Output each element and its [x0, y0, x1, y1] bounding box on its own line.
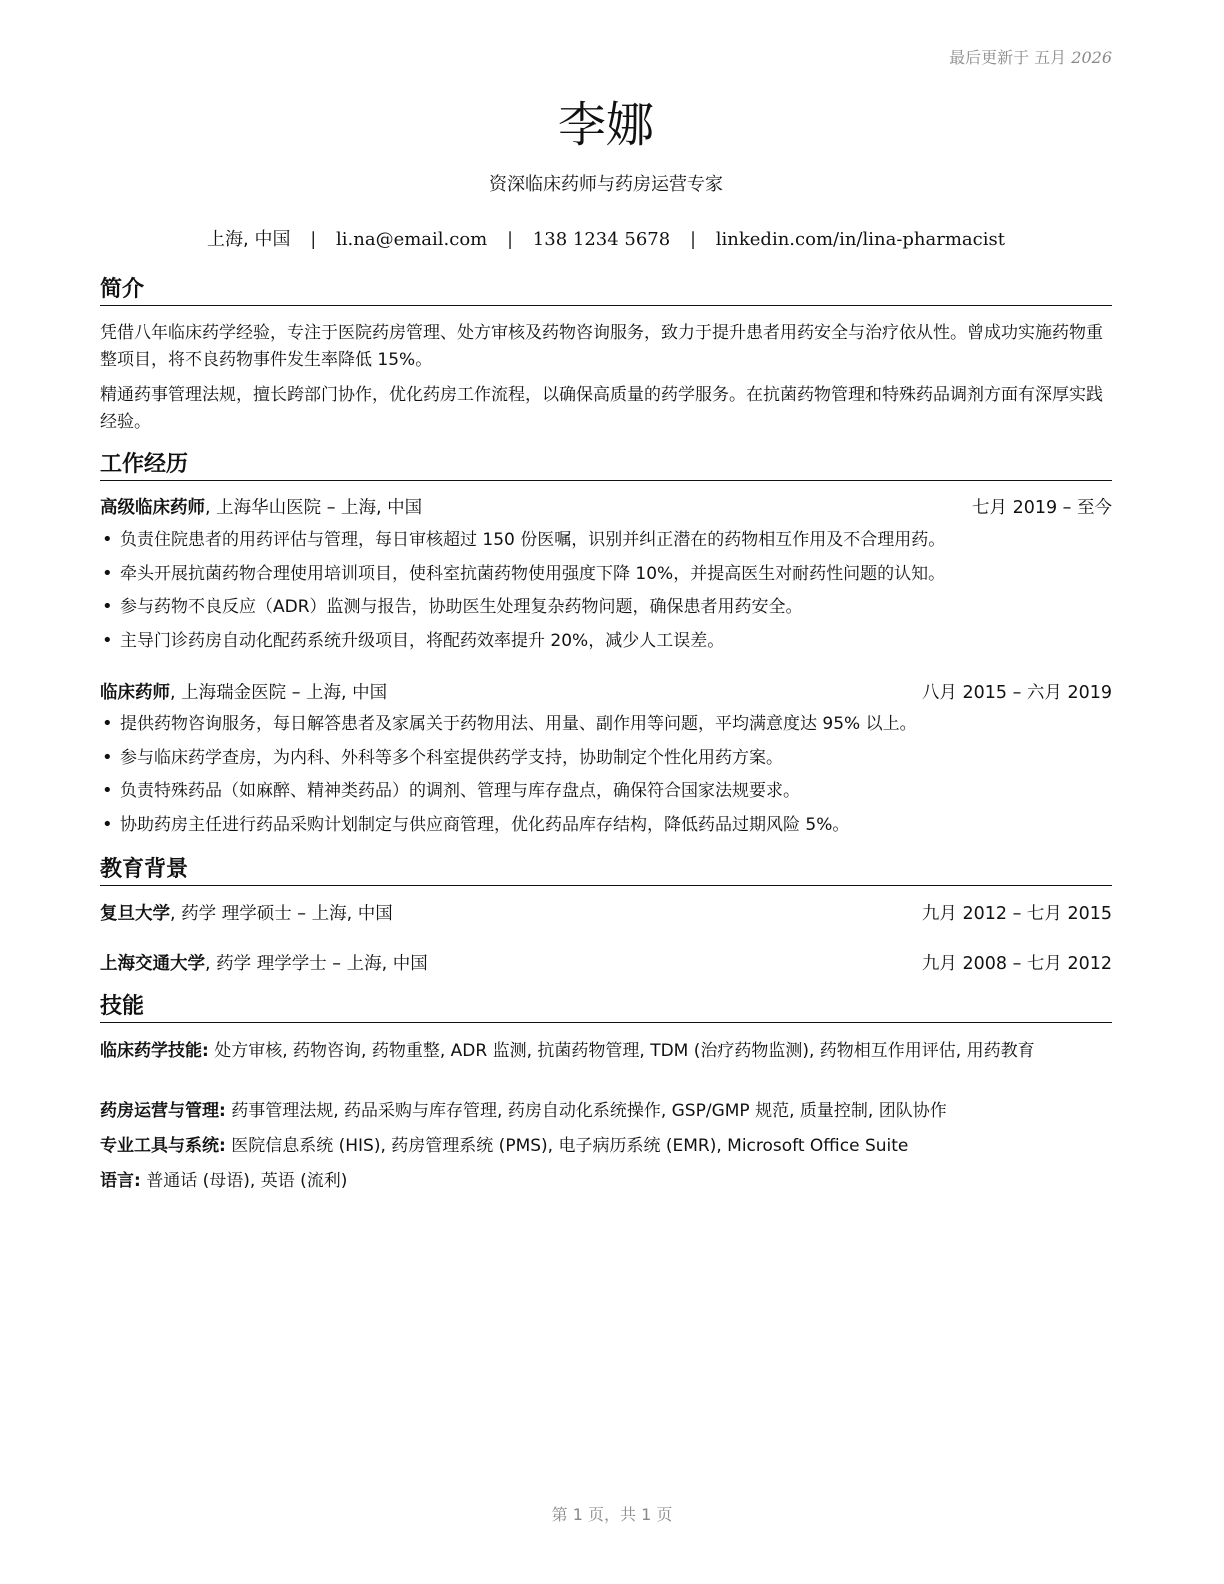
education-details: , 药学 理学硕士 – 上海, 中国	[170, 904, 393, 924]
skill-value: 处方审核, 药物咨询, 药物重整, ADR 监测, 抗菌药物管理, TDM (治疗药物监测), 药物相互作用评估, 用药教育	[208, 1041, 1035, 1061]
page-footer: 第 1 页，共 1 页	[551, 1505, 673, 1524]
skill-row	[100, 1098, 1112, 1125]
education-school: 上海交通大学	[100, 954, 205, 974]
section-title-experience: 工作经历	[100, 452, 1112, 481]
candidate-name: 李娜	[557, 97, 654, 153]
job-bullet: • 负责特殊药品（如麻醉、精神类药品）的调剂、管理与库存盘点，确保符合国家法规要求。	[100, 778, 1112, 812]
summary-paragraph: 凭借八年临床药学经验，专注于医院药房管理、处方审核及药物咨询服务，致力于提升患者用药安全与治疗依从性。曾成功实施药物重整项目，将不良药物事件发生率降低 15%。	[100, 323, 1103, 370]
section-title-summary: 简介	[100, 277, 1112, 306]
candidate-headline: 资深临床药师与药房运营专家	[489, 174, 723, 195]
job-dates: 八月 2015 – 六月 2019	[921, 683, 1112, 703]
skill-label: 临床药学技能:	[100, 1041, 209, 1061]
education-item	[100, 901, 1112, 927]
skill-label: 专业工具与系统:	[100, 1136, 226, 1156]
job-bullet: • 参与临床药学查房，为内科、外科等多个科室提供药学支持，协助制定个性化用药方案。	[100, 745, 1112, 779]
skill-row	[100, 1038, 1112, 1065]
job-title-line	[100, 495, 422, 521]
contact-email-link[interactable]: li.na@email.com	[336, 229, 488, 250]
skill-value: 医院信息系统 (HIS), 药房管理系统 (PMS), 电子病历系统 (EMR), Microsoft Office Suite	[225, 1136, 909, 1156]
skill-label: 语言:	[100, 1171, 141, 1191]
education-dates: 九月 2012 – 七月 2015	[921, 904, 1112, 924]
education-school: 复旦大学	[100, 904, 170, 924]
education-dates: 九月 2008 – 七月 2012	[921, 954, 1112, 974]
skill-label: 药房运营与管理:	[100, 1101, 226, 1121]
job-bullet: • 参与药物不良反应（ADR）监测与报告，协助医生处理复杂药物问题，确保患者用药安全。	[100, 594, 1112, 628]
job-header	[100, 495, 1112, 521]
contact-location: 上海, 中国	[207, 229, 291, 250]
last-updated	[949, 45, 1112, 68]
job-details: , 上海瑞金医院 – 上海, 中国	[170, 683, 388, 703]
education-title-line	[100, 901, 393, 927]
education-details: , 药学 理学学士 – 上海, 中国	[205, 954, 428, 974]
education-item	[100, 951, 1112, 977]
job-role: 临床药师	[100, 683, 170, 703]
contact-separator: |	[310, 229, 317, 250]
job-dates: 七月 2019 – 至今	[972, 498, 1112, 518]
contact-separator: |	[506, 229, 514, 250]
last-updated-label: 最后更新于 五月	[949, 48, 1067, 67]
resume-page	[100, 0, 1112, 1584]
contact-phone: 138 1234 5678	[532, 229, 671, 250]
job-header	[100, 680, 1112, 706]
education-title-line	[100, 951, 428, 977]
job-bullet: • 牵头开展抗菌药物合理使用培训项目，使科室抗菌药物使用强度下降 10%，并提高医生对耐药性问题的认知。	[100, 561, 1112, 595]
contact-linkedin-link[interactable]: linkedin.com/in/lina-pharmacist	[715, 229, 1005, 250]
job-bullet: • 主导门诊药房自动化配药系统升级项目，将配药效率提升 20%，减少人工误差。	[100, 628, 1112, 662]
summary-paragraph: 精通药事管理法规，擅长跨部门协作，优化药房工作流程，以确保高质量的药学服务。在抗菌药物管理和特殊药品调剂方面有深厚实践经验。	[100, 385, 1103, 432]
skill-value: 药事管理法规, 药品采购与库存管理, 药房自动化系统操作, GSP/GMP 规范, 质量控制, 团队协作	[225, 1101, 947, 1121]
job-title-line	[100, 680, 387, 706]
skill-row	[100, 1168, 1112, 1195]
job-bullets	[100, 527, 1112, 661]
contact-line	[100, 225, 1112, 251]
job-details: , 上海华山医院 – 上海, 中国	[205, 498, 423, 518]
contact-separator: |	[689, 229, 697, 250]
job-role: 高级临床药师	[100, 498, 205, 518]
skill-row	[100, 1133, 1112, 1160]
job-bullet: • 协助药房主任进行药品采购计划制定与供应商管理，优化药品库存结构，降低药品过期风险 5%。	[100, 812, 1112, 846]
job-bullet: • 提供药物咨询服务，每日解答患者及家属关于药物用法、用量、副作用等问题，平均满意度达 95% 以上。	[100, 711, 1112, 745]
section-title-skills: 技能	[100, 994, 1112, 1023]
section-title-education: 教育背景	[100, 857, 1112, 886]
job-bullets	[100, 711, 1112, 845]
skill-value: 普通话 (母语), 英语 (流利)	[140, 1171, 348, 1191]
last-updated-year: 2026	[1071, 48, 1112, 67]
job-bullet: • 负责住院患者的用药评估与管理，每日审核超过 150 份医嘱，识别并纠正潜在的药物相互作用及不合理用药。	[100, 527, 1112, 561]
